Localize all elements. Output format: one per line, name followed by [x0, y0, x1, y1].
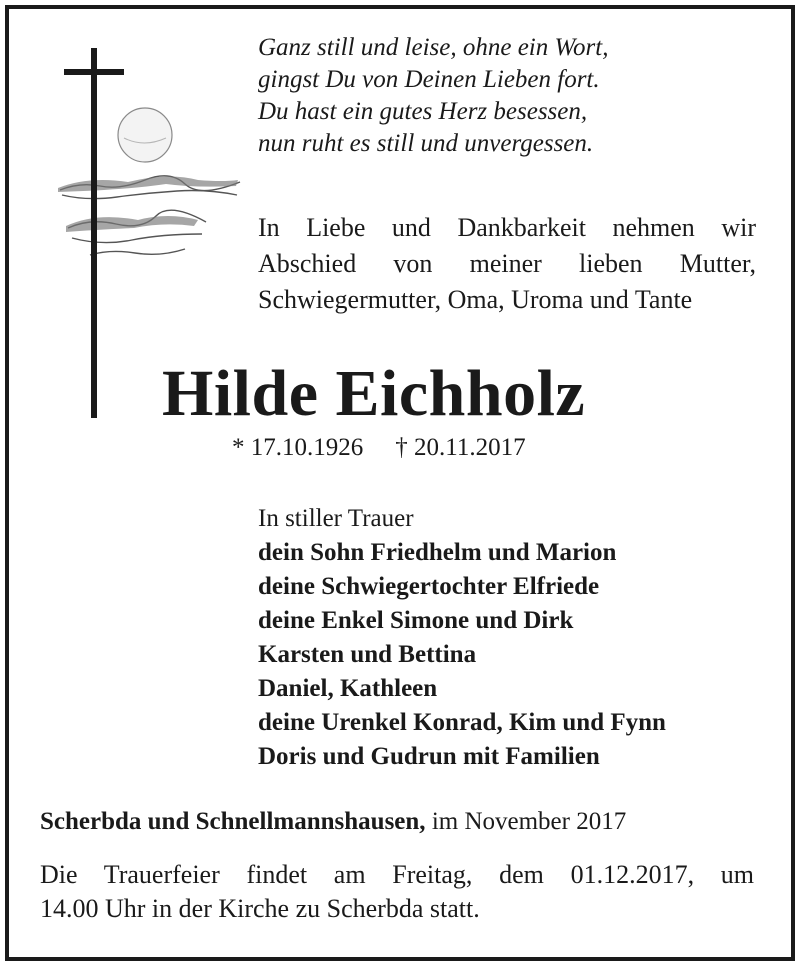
- poem-line: Ganz still und leise, ohne ein Wort,: [258, 34, 609, 61]
- poem-line: nun ruht es still und unvergessen.: [258, 130, 594, 157]
- mourner-line: Doris und Gudrun mit Familien: [258, 743, 600, 770]
- intro-line: Abschied von meiner lieben Mutter,: [258, 249, 756, 278]
- mourner-line: dein Sohn Friedhelm und Marion: [258, 539, 617, 566]
- mourner-line: deine Urenkel Konrad, Kim und Fynn: [258, 709, 666, 736]
- place-location: Scherbda und Schnellmannshausen,: [40, 808, 426, 835]
- deceased-name: Hilde Eichholz: [162, 357, 586, 430]
- life-dates: [232, 434, 526, 462]
- service-line: 14.00 Uhr in der Kirche zu Scherbda statt.: [40, 894, 480, 923]
- service-line: Die Trauerfeier findet am Freitag, dem 01.12.2017, um: [40, 860, 754, 889]
- funeral-service-notice: [40, 858, 754, 926]
- place-date: [40, 808, 626, 836]
- mourner-line: deine Schwiegertochter Elfriede: [258, 573, 600, 600]
- intro-line: Schwiegermutter, Oma, Uroma und Tante: [258, 285, 693, 314]
- mourner-line: Daniel, Kathleen: [258, 675, 438, 702]
- death-date: † 20.11.2017: [395, 434, 526, 461]
- birth-date: * 17.10.1926: [232, 434, 364, 461]
- intro-text: [258, 210, 756, 318]
- cross-icon: [91, 48, 97, 418]
- mourners-heading: In stiller Trauer: [258, 505, 414, 532]
- poem: [258, 32, 758, 160]
- intro-line: In Liebe und Dankbarkeit nehmen wir: [258, 213, 756, 242]
- poem-line: gingst Du von Deinen Lieben fort.: [258, 66, 600, 93]
- mourners-list: [258, 502, 778, 774]
- place-month: im November 2017: [431, 808, 627, 835]
- poem-line: Du hast ein gutes Herz besessen,: [258, 98, 588, 125]
- mourner-line: deine Enkel Simone und Dirk: [258, 607, 574, 634]
- sun-icon: [118, 108, 172, 162]
- mourner-line: Karsten und Bettina: [258, 641, 477, 668]
